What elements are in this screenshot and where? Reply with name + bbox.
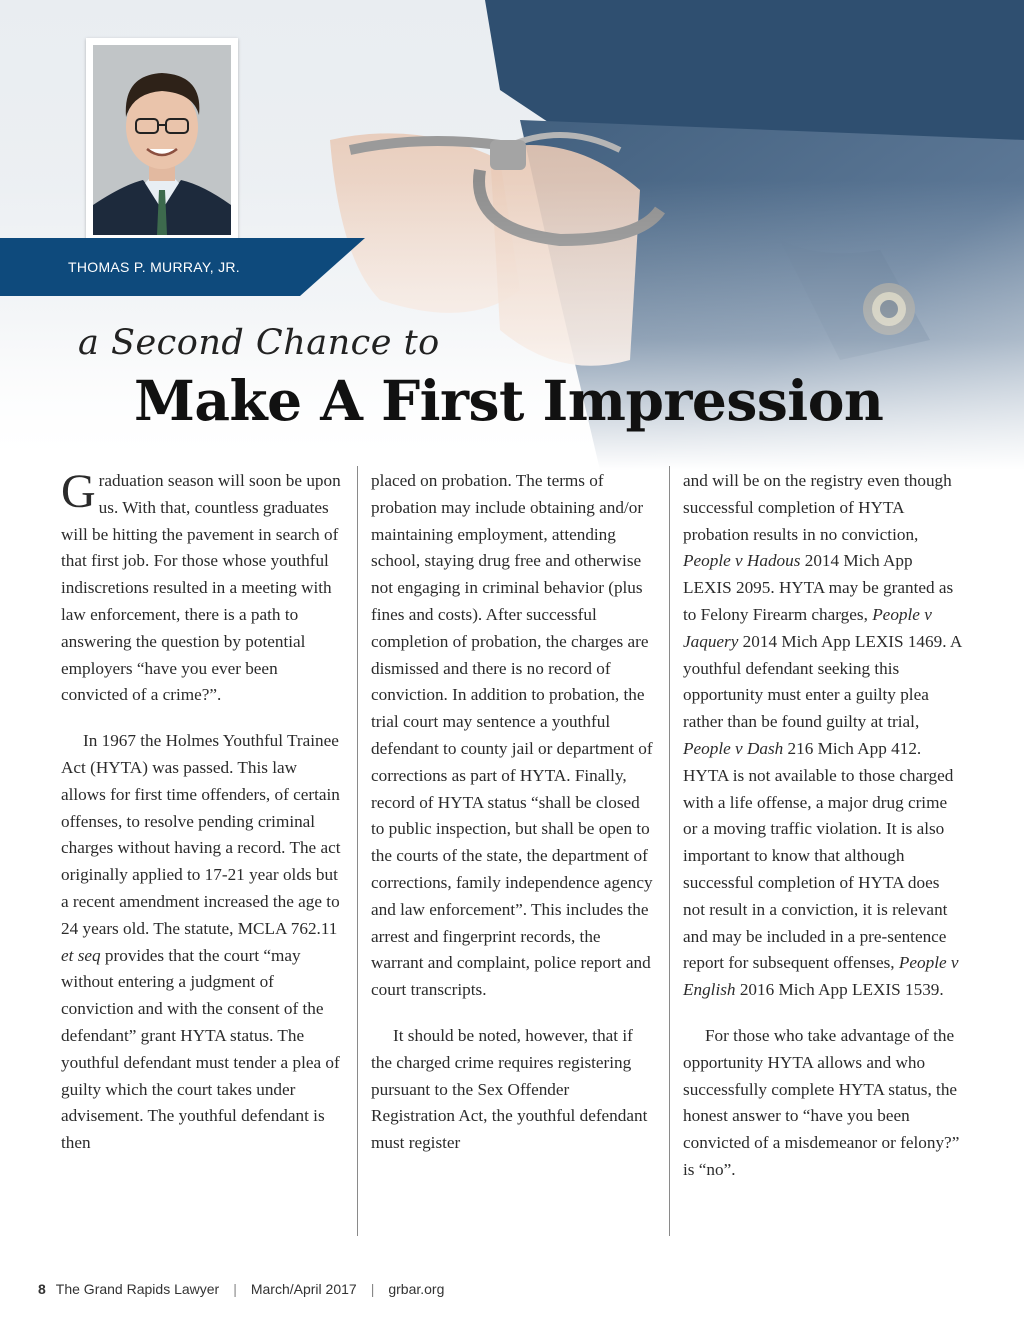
paragraph: placed on probation. The terms of probation may include obtaining and/or maintaining employment, attending school, staying drug free and otherwise not engaging in criminal behavior (plus fines and costs). After successful completion of probation, the charges are dismissed and there is no record of conviction. In addition to probation, the trial court may sentence a youthful defendant to county jail or department of corrections as part of HYTA. Finally, record of HYTA status “shall be closed to public inspection, but shall be open to the courts of the state, the department of corrections, family independence agency and law enforcement”. This includes the arrest and fingerprint records, the warrant and complaint, police report and court transcripts. bbox=[371, 471, 653, 1000]
paragraph bbox=[61, 728, 343, 1157]
paragraph: It should be noted, however, that if the charged crime requires registering pursuant to the Sex Offender Registration Act, the youthful defendant must register bbox=[371, 1025, 648, 1153]
article-column-1 bbox=[61, 465, 343, 1157]
author-name: THOMAS P. MURRAY, JR. bbox=[68, 259, 240, 275]
column-divider bbox=[357, 466, 358, 1236]
page-number: 8 bbox=[38, 1281, 46, 1297]
page-title: Make A First Impression bbox=[134, 368, 884, 433]
paragraph-text: 2016 Mich App LEXIS 1539. bbox=[735, 980, 944, 1000]
footer-separator: | bbox=[370, 1281, 375, 1297]
paragraph-text: In 1967 the Holmes Youthful Trainee Act (HYTA) was passed. This law allows for first time offenders, of certain offenses, to resolve pending criminal charges without having a record. The act originally applied to 17-21 year olds but a recent amendment increased the age to 24 years old. The statute, MCLA 762.11 bbox=[61, 731, 341, 938]
paragraph-text: provides that the court “may without entering a judgment of conviction and with the consent of the defendant” grant HYTA status. The youthful defendant must tender a plea of guilty which the court takes under advisement. The youthful defendant is then bbox=[61, 945, 340, 1153]
page-footer bbox=[38, 1281, 444, 1297]
author-portrait bbox=[93, 45, 231, 235]
case-citation: People v Jaquery bbox=[683, 604, 932, 651]
author-photo-frame bbox=[86, 38, 238, 242]
title-kicker: a Second Chance to bbox=[78, 323, 440, 363]
publication-name: The Grand Rapids Lawyer bbox=[55, 1281, 220, 1297]
article-column-3 bbox=[683, 468, 965, 1184]
case-citation: People v Hadous bbox=[683, 551, 801, 571]
case-citation: People v English bbox=[683, 953, 959, 1000]
paragraph bbox=[683, 468, 965, 1004]
paragraph-text: and will be on the registry even though successful completion of HYTA probation results in no conviction, bbox=[683, 471, 952, 544]
paragraph-text: 2014 Mich App LEXIS 2095. HYTA may be granted as to Felony Firearm charges, bbox=[683, 551, 954, 624]
issue-date: March/April 2017 bbox=[250, 1281, 357, 1297]
footer-separator: | bbox=[233, 1281, 237, 1297]
paragraph-text: raduation season will soon be upon us. With that, countless graduates will be hitting the pavement in search of that first job. For those whose youthful indiscretions resulted in a meeting with law enforcement, there is a path to answering the question by potential employers “have you ever been convicted of a crime?”. bbox=[61, 471, 341, 705]
paragraph-text: 2014 Mich App LEXIS 1469. A youthful defendant seeking this opportunity must enter a guilty plea rather than be found guilty at trial, bbox=[683, 631, 962, 732]
paragraph: For those who take advantage of the opportunity HYTA allows and who successfully complete HYTA status, the honest answer to “have you been convicted of a misdemeanor or felony?” is “no”. bbox=[683, 1025, 960, 1179]
paragraph-text: 216 Mich App 412. HYTA is not available to those charged with a life offense, a major drug crime or a moving traffic violation. It is also important to know that although successful completion of HYTA does not result in a conviction, it is relevant and may be included in a pre-sentence report for subsequent offenses, bbox=[683, 738, 954, 973]
article-column-2 bbox=[371, 468, 653, 1157]
paragraph bbox=[61, 465, 343, 709]
website-link[interactable]: grbar.org bbox=[388, 1281, 445, 1297]
case-citation: People v Dash bbox=[683, 738, 784, 758]
column-divider bbox=[669, 466, 670, 1236]
latin-term: et seq bbox=[61, 945, 101, 965]
drop-cap: G bbox=[61, 465, 96, 518]
